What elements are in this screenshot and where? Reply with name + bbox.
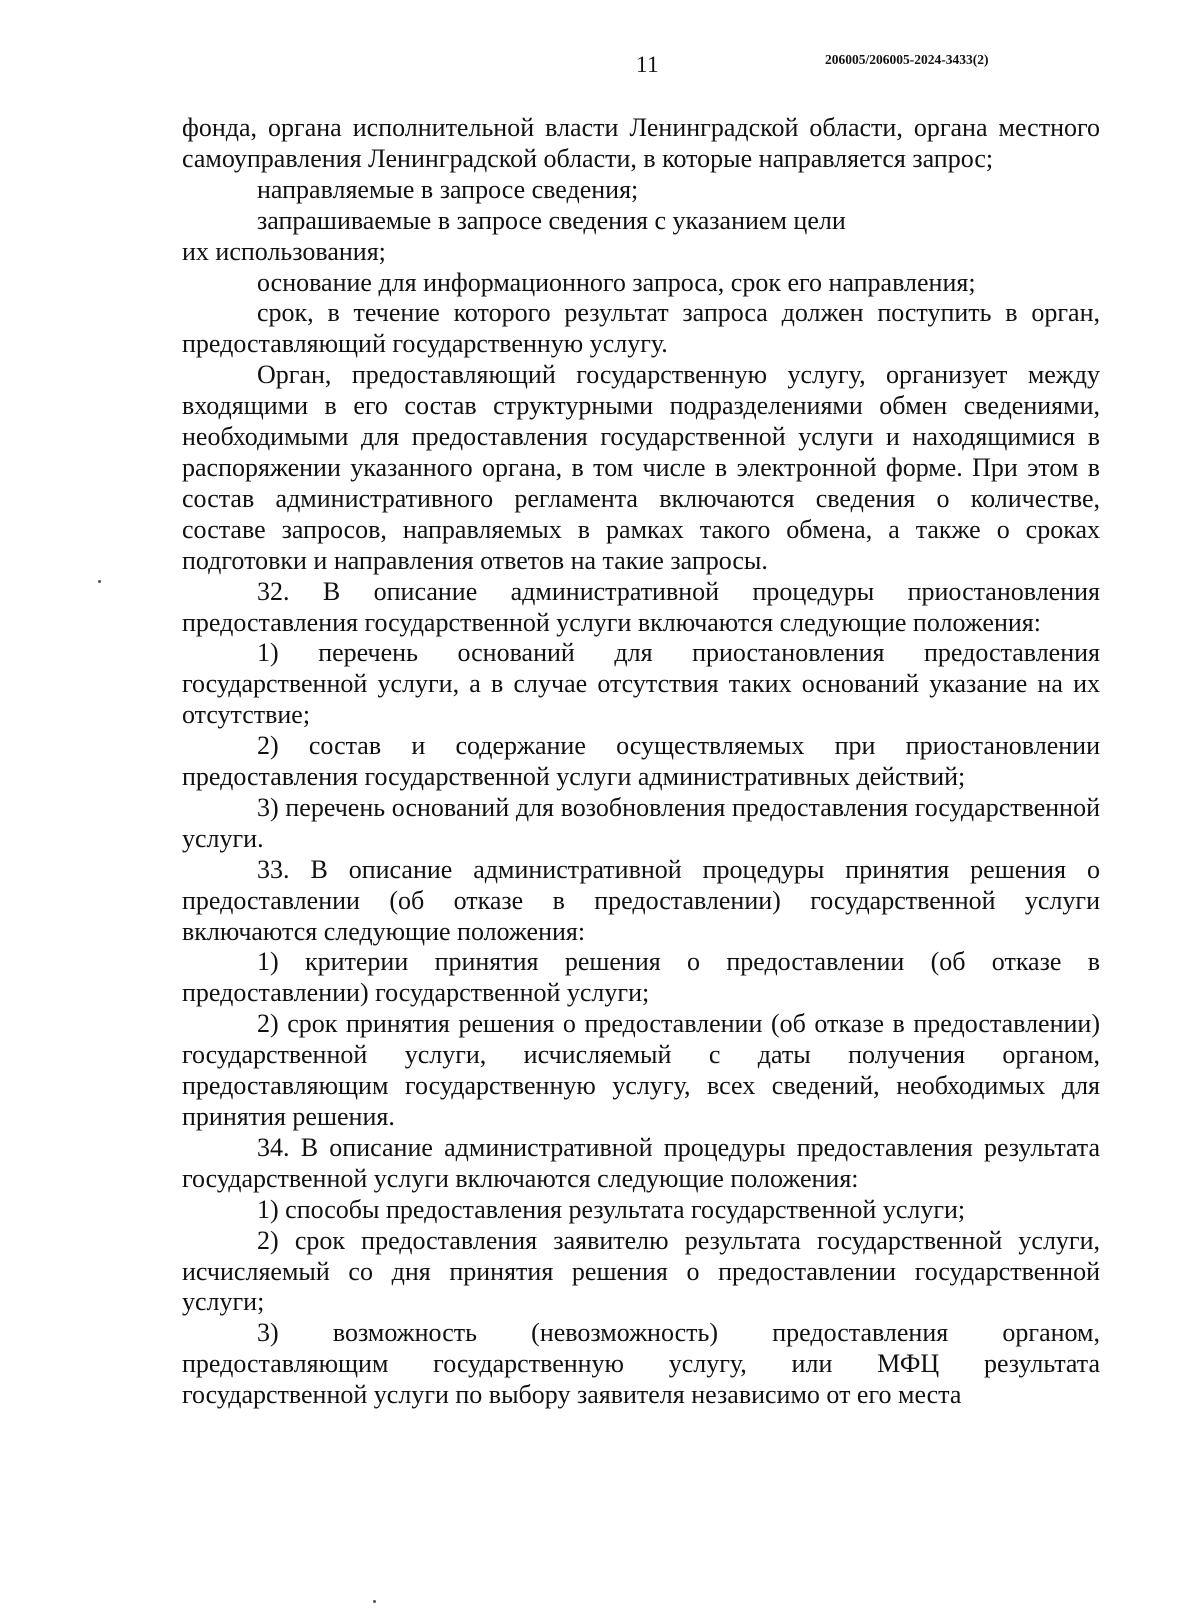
scan-speck: [98, 580, 101, 583]
document-id: 206005/206005-2024-3433(2): [825, 52, 989, 67]
paragraph: фонда, органа исполнительной власти Ленинградской области, органа местного самоуправления Ленинградской области, в которые направляется запрос;: [182, 113, 1100, 173]
paragraph: Орган, предоставляющий государственную услугу, организует между входящими в его состав структурными подразделениями обмен сведениями, необходимыми для предоставления государственной услуги и находящимися в распоряжении указанного органа, в том числе в электронной форме. При этом в состав административного регламента включаются сведения о количестве, составе запросов, направляемых в рамках такого обмена, а также о сроках подготовки и направления ответов на такие запросы.: [182, 360, 1100, 575]
paragraph: запрашиваемые в запросе сведения с указанием цели: [257, 205, 846, 235]
paragraph: 2) срок принятия решения о предоставлении (об отказе в предоставлении) государственной услуги, исчисляемый с даты получения органом, предоставляющим государственную услугу, всех сведений, необходимых для принятия решения.: [182, 1009, 1100, 1131]
paragraph: основание для информационного запроса, срок его направления;: [257, 267, 976, 297]
paragraph: 1) перечень оснований для приостановления предоставления государственной услуги, а в случае отсутствия таких оснований указание на их отсутствие;: [182, 638, 1100, 730]
paragraph: срок, в течение которого результат запроса должен поступить в орган, предоставляющий государственную услугу.: [182, 298, 1100, 359]
paragraph: 1) критерии принятия решения о предоставлении (об отказе в предоставлении) государственной услуги;: [182, 947, 1100, 1008]
paragraph: направляемые в запросе сведения;: [257, 174, 639, 204]
scan-speck: [373, 1600, 376, 1603]
paragraph: 3) перечень оснований для возобновления предоставления государственной услуги.: [182, 792, 1100, 853]
paragraph: их использования;: [182, 236, 386, 266]
paragraph: 2) состав и содержание осуществляемых при приостановлении предоставления государственной услуги административных действий;: [182, 731, 1100, 792]
paragraph: 3) возможность (невозможность) предоставления органом, предоставляющим государственную услугу, или МФЦ результата государственной услуги по выбору заявителя независимо от его места: [182, 1318, 1100, 1410]
document-body: [182, 113, 1100, 1411]
paragraph: 32. В описание административной процедуры приостановления предоставления государственной услуги включаются следующие положения:: [182, 576, 1100, 637]
paragraph: 1) способы предоставления результата государственной услуги;: [257, 1194, 966, 1224]
paragraph: 33. В описание административной процедуры принятия решения о предоставлении (об отказе в предоставлении) государственной услуги включаются следующие положения:: [182, 854, 1100, 946]
paragraph: 34. В описание административной процедуры предоставления результата государственной услуги включаются следующие положения:: [182, 1132, 1100, 1193]
paragraph: 2) срок предоставления заявителю результата государственной услуги, исчисляемый со дня принятия решения о предоставлении государственной услуги;: [182, 1225, 1100, 1317]
page-number: 11: [636, 52, 660, 77]
